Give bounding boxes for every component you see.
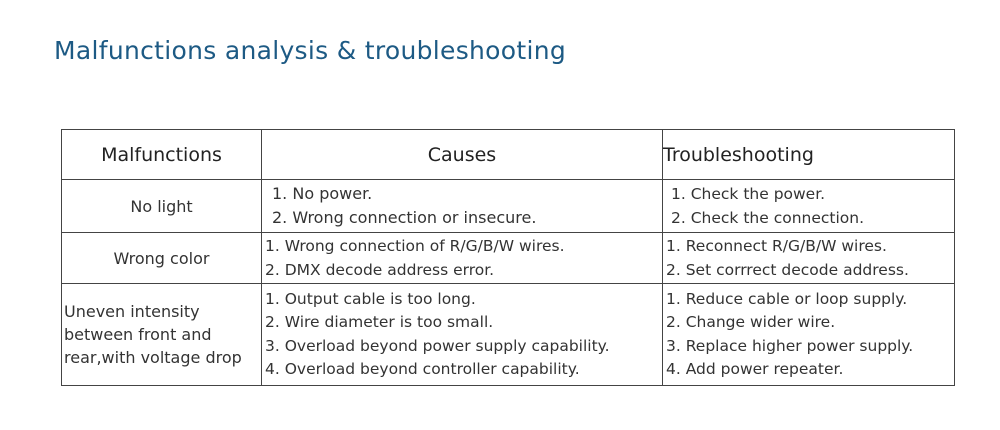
malfunction-text: No light [130, 196, 193, 216]
causes-cell [262, 284, 663, 386]
troubleshooting-cell [663, 284, 955, 386]
header-causes: Causes [262, 130, 663, 180]
fix-item: 2. Check the connection. [671, 209, 865, 227]
cause-item: 1. Output cable is too long. [265, 289, 476, 308]
cause-item: 2. Wire diameter is too small. [265, 313, 494, 331]
fix-item: 2. Set corrrect decode address. [666, 261, 909, 279]
malfunction-text: Uneven intensity [64, 302, 200, 321]
causes-cell [262, 233, 663, 284]
malfunction-text: Wrong color [113, 248, 210, 268]
cause-item: 4. Overload beyond controller capability. [265, 360, 580, 378]
fix-item: 3. Replace higher power supply. [666, 336, 914, 355]
causes-cell [262, 180, 663, 233]
troubleshooting-cell [663, 180, 955, 233]
table-header-row [62, 130, 955, 180]
malfunction-cell [62, 233, 262, 284]
fix-item: 1. Reconnect R/G/B/W wires. [666, 237, 887, 255]
table-row [62, 233, 955, 284]
header-troubleshooting: Troubleshooting [663, 130, 955, 180]
malfunction-cell [62, 180, 262, 233]
fix-item: 2. Change wider wire. [666, 313, 836, 331]
malfunction-text: rear,with voltage drop [64, 348, 242, 367]
troubleshooting-table [61, 129, 955, 386]
header-malfunctions: Malfunctions [62, 130, 262, 180]
cause-item: 1. Wrong connection of R/G/B/W wires. [265, 237, 565, 255]
cause-item: 3. Overload beyond power supply capability. [265, 336, 610, 355]
cause-item: 2. DMX decode address error. [265, 261, 495, 279]
malfunction-cell [62, 284, 262, 386]
table-row [62, 180, 955, 233]
fix-item: 1. Check the power. [671, 185, 826, 203]
troubleshooting-cell [663, 233, 955, 284]
fix-item: 1. Reduce cable or loop supply. [666, 289, 908, 308]
cause-item: 1. No power. [272, 184, 373, 203]
fix-item: 4. Add power repeater. [666, 360, 844, 378]
table-row [62, 284, 955, 386]
page-title: Malfunctions analysis & troubleshooting [54, 36, 567, 65]
cause-item: 2. Wrong connection or insecure. [272, 208, 537, 227]
malfunction-text: between front and [64, 325, 212, 344]
